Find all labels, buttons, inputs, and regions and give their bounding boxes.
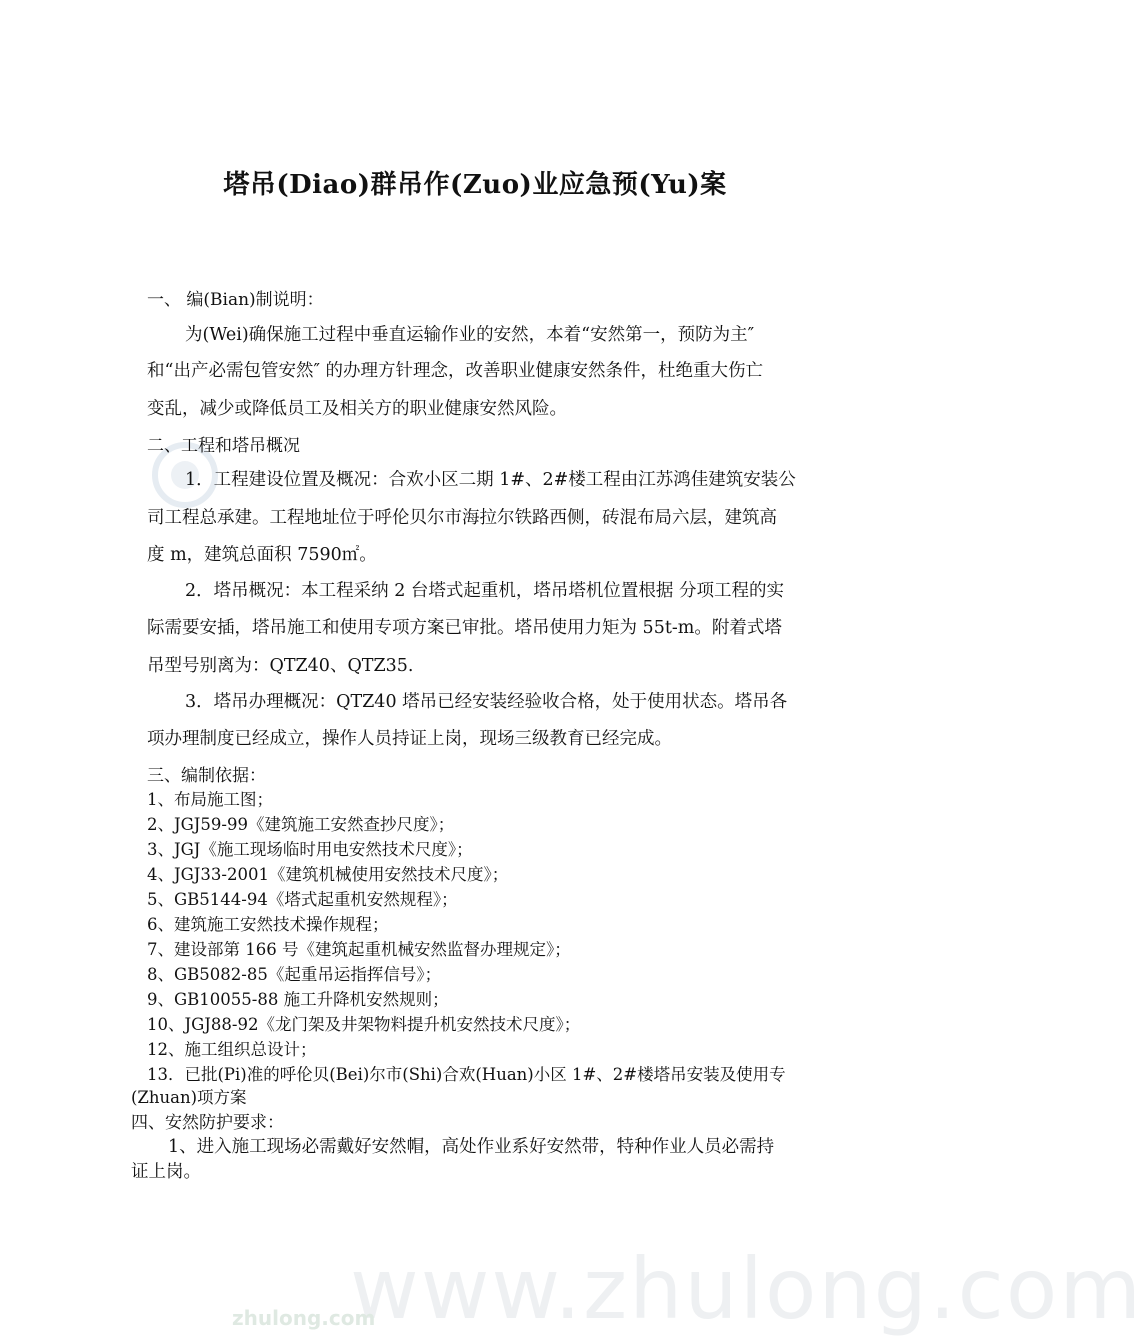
list-item: 12、施工组织总设计； [147,1040,317,1059]
paragraph-line: 3．塔吊办理概况：QTZ40 塔吊已经安装经验收合格，处于使用状态。塔吊各 [185,692,788,712]
document-title: 塔吊(Diao)群吊作(Zuo)业应急预(Yu)案 [223,170,727,200]
paragraph-line: 度 m，建筑总面积 7590㎡。 [147,545,377,565]
list-item: 2、JGJ59-99《建筑施工安然查抄尺度》； [147,815,455,834]
list-item: (Zhuan)项方案 [131,1088,247,1107]
list-item: 3、JGJ《施工现场临时用电安然技术尺度》； [147,840,473,859]
watermark-text: www.zhulong.com [350,1240,1143,1338]
list-item: 5、GB5144-94《塔式起重机安然规程》； [147,890,458,909]
watermark-small-text: zhulong.com [232,1306,376,1330]
paragraph-line: 项办理制度已经成立，操作人员持证上岗，现场三级教育已经完成。 [147,729,672,749]
paragraph-line: 1．工程建设位置及概况：合欢小区二期 1#、2#楼工程由江苏鸿佳建筑安装公 [185,470,796,490]
section-heading: 一、 编(Bian)制说明： [147,290,324,310]
paragraph-line: 吊型号别离为：QTZ40、QTZ35. [147,656,414,676]
paragraph-line: 和“出产必需包管安然″ 的办理方针理念，改善职业健康安然条件，杜绝重大伤亡 [147,361,764,381]
paragraph-line: 司工程总承建。工程地址位于呼伦贝尔市海拉尔铁路西侧，砖混布局六层，建筑高 [147,508,777,528]
list-item: 13．已批(Pi)准的呼伦贝(Bei)尔市(Shi)合欢(Huan)小区 1#、2#楼塔吊安装及使用专 [147,1065,786,1084]
section-heading: 四、安然防护要求： [131,1113,284,1133]
paragraph-line: 变乱，减少或降低员工及相关方的职业健康安然风险。 [147,399,567,419]
list-item: 7、建设部第 166 号《建筑起重机械安然监督办理规定》； [147,940,571,959]
list-item: 9、GB10055-88 施工升降机安然规则； [147,990,449,1009]
list-item: 4、JGJ33-2001《建筑机械使用安然技术尺度》； [147,865,509,884]
paragraph-line: 证上岗。 [131,1162,201,1182]
list-item: 8、GB5082-85《起重吊运指挥信号》； [147,965,442,984]
paragraph-line: 为(Wei)确保施工过程中垂直运输作业的安然，本着“安然第一，预防为主″ [185,325,755,345]
paragraph-line: 际需要安插，塔吊施工和使用专项方案已审批。塔吊使用力矩为 55t-m。附着式塔 [147,618,782,638]
list-item: 6、建筑施工安然技术操作规程； [147,915,389,934]
paragraph-line: 1、进入施工现场必需戴好安然帽，高处作业系好安然带，特种作业人员必需持 [168,1137,775,1157]
list-item: 1、布局施工图； [147,790,273,809]
paragraph-line: 2．塔吊概况：本工程采纳 2 台塔式起重机，塔吊塔机位置根据 分项工程的实 [185,581,784,601]
section-heading: 三、编制依据： [147,766,266,786]
section-heading: 二、工程和塔吊概况 [147,436,300,456]
list-item: 10、JGJ88-92《龙门架及井架物料提升机安然技术尺度》； [147,1015,581,1034]
